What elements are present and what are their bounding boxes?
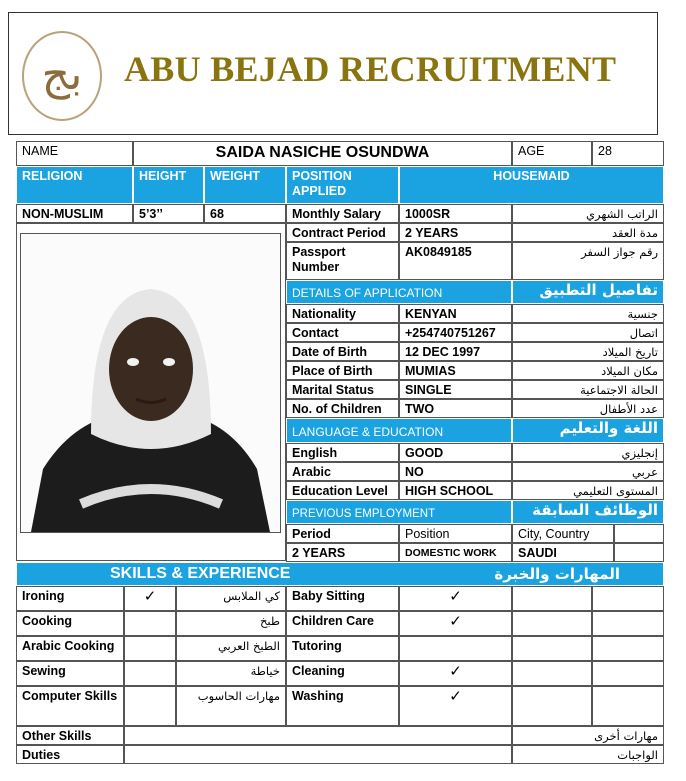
employment-header-en: PREVIOUS EMPLOYMENT xyxy=(286,500,512,524)
employment-period: 2 YEARS xyxy=(286,543,399,562)
contract-label-2: Passport Number xyxy=(286,242,399,280)
skill-label-0: Ironing xyxy=(16,586,124,611)
employment-blank-cell xyxy=(614,524,664,543)
duties-label: Duties xyxy=(16,745,124,764)
contract-label-1: Contract Period xyxy=(286,223,399,242)
candidate-name: SAIDA NASICHE OSUNDWA xyxy=(133,141,512,166)
skill-label-4: Computer Skills xyxy=(16,686,124,726)
application-ar-2: تاريخ الميلاد xyxy=(512,342,664,361)
application-value-0: KENYAN xyxy=(399,304,512,323)
position-label: POSITION APPLIED xyxy=(286,166,399,204)
application-label-2: Date of Birth xyxy=(286,342,399,361)
weight-value: 68 xyxy=(204,204,286,223)
skill-right-check-1: ✓ xyxy=(399,611,512,636)
skill-ar-3: خياطة xyxy=(176,661,286,686)
skill-right-check-3: ✓ xyxy=(399,661,512,686)
application-label-5: No. of Children xyxy=(286,399,399,418)
height-value: 5’3’’ xyxy=(133,204,204,223)
language-value-2: HIGH SCHOOL xyxy=(399,481,512,500)
weight-label: WEIGHT xyxy=(204,166,286,204)
language-ar-2: المستوى التعليمي xyxy=(512,481,664,500)
skill-right-label-3: Cleaning xyxy=(286,661,399,686)
skills-header-en: SKILLS & EXPERIENCE xyxy=(110,565,291,582)
application-header-ar: تفاصيل التطبيق xyxy=(512,280,664,304)
other-skills-label: Other Skills xyxy=(16,726,124,745)
skill-label-2: Arabic Cooking xyxy=(16,636,124,661)
application-header-en: DETAILS OF APPLICATION xyxy=(286,280,512,304)
skill-empty-cell xyxy=(512,661,592,686)
skill-check-2 xyxy=(124,636,176,661)
skill-empty-cell xyxy=(512,611,592,636)
skills-header-ar: المهارات والخبرة xyxy=(494,565,620,583)
religion-value: NON-MUSLIM xyxy=(16,204,133,223)
language-label-1: Arabic xyxy=(286,462,399,481)
skill-empty-cell xyxy=(592,586,664,611)
skill-empty-cell xyxy=(592,661,664,686)
other-skills-ar: مهارات أخرى xyxy=(512,726,664,745)
language-label-0: English xyxy=(286,443,399,462)
candidate-photo xyxy=(20,233,281,533)
contract-value-1: 2 YEARS xyxy=(399,223,512,242)
company-title: ABU BEJAD RECRUITMENT xyxy=(124,49,617,89)
skill-empty-cell xyxy=(592,636,664,661)
skill-right-label-2: Tutoring xyxy=(286,636,399,661)
skill-check-0: ✓ xyxy=(124,586,176,611)
application-label-4: Marital Status xyxy=(286,380,399,399)
skill-right-label-4: Washing xyxy=(286,686,399,726)
skill-ar-0: كي الملابس xyxy=(176,586,286,611)
age-value: 28 xyxy=(592,141,664,166)
logo-calligraphy-icon: ﺑﺞ xyxy=(41,49,83,100)
application-value-5: TWO xyxy=(399,399,512,418)
contract-value-0: 1000SR xyxy=(399,204,512,223)
skill-empty-cell xyxy=(512,686,592,726)
contract-label-0: Monthly Salary xyxy=(286,204,399,223)
skill-ar-1: طبخ xyxy=(176,611,286,636)
application-ar-3: مكان الميلاد xyxy=(512,361,664,380)
skill-ar-4: مهارات الحاسوب xyxy=(176,686,286,726)
skill-empty-cell xyxy=(512,586,592,611)
employment-col-position: Position xyxy=(399,524,512,543)
application-ar-5: عدد الأطفال xyxy=(512,399,664,418)
employment-col-period: Period xyxy=(286,524,399,543)
skill-empty-cell xyxy=(512,636,592,661)
application-label-1: Contact xyxy=(286,323,399,342)
skill-empty-cell xyxy=(592,686,664,726)
skill-check-3 xyxy=(124,661,176,686)
skill-right-label-0: Baby Sitting xyxy=(286,586,399,611)
language-label-2: Education Level xyxy=(286,481,399,500)
skill-right-check-4: ✓ xyxy=(399,686,512,726)
language-value-1: NO xyxy=(399,462,512,481)
employment-col-country: City, Country xyxy=(512,524,614,543)
application-value-1: +254740751267 xyxy=(399,323,512,342)
religion-label: RELIGION xyxy=(16,166,133,204)
skill-label-1: Cooking xyxy=(16,611,124,636)
skill-check-4 xyxy=(124,686,176,726)
age-label: AGE xyxy=(512,141,592,166)
position-value: HOUSEMAID xyxy=(399,166,664,204)
contract-value-2: AK0849185 xyxy=(399,242,512,280)
height-label: HEIGHT xyxy=(133,166,204,204)
language-header-ar: اللغة والتعليم xyxy=(512,418,664,443)
application-ar-1: اتصال xyxy=(512,323,664,342)
employment-header-ar: الوظائف السابقة xyxy=(512,500,664,524)
name-label: NAME xyxy=(16,141,133,166)
skill-right-check-2 xyxy=(399,636,512,661)
skill-ar-2: الطبخ العربي xyxy=(176,636,286,661)
skill-check-1 xyxy=(124,611,176,636)
contract-ar-2: رقم جواز السفر xyxy=(512,242,664,280)
employment-country: SAUDI xyxy=(512,543,614,562)
other-skills-value xyxy=(124,726,512,745)
skill-empty-cell xyxy=(592,611,664,636)
skill-right-check-0: ✓ xyxy=(399,586,512,611)
application-value-2: 12 DEC 1997 xyxy=(399,342,512,361)
contract-ar-0: الراتب الشهري xyxy=(512,204,664,223)
duties-ar: الواجبات xyxy=(512,745,664,764)
language-header-en: LANGUAGE & EDUCATION xyxy=(286,418,512,443)
application-label-0: Nationality xyxy=(286,304,399,323)
language-ar-0: إنجليزي xyxy=(512,443,664,462)
application-value-3: MUMIAS xyxy=(399,361,512,380)
language-value-0: GOOD xyxy=(399,443,512,462)
application-label-3: Place of Birth xyxy=(286,361,399,380)
employment-blank-cell xyxy=(614,543,664,562)
skill-label-3: Sewing xyxy=(16,661,124,686)
application-ar-4: الحالة الاجتماعية xyxy=(512,380,664,399)
contract-ar-1: مدة العقد xyxy=(512,223,664,242)
skill-right-label-1: Children Care xyxy=(286,611,399,636)
language-ar-1: عربي xyxy=(512,462,664,481)
application-ar-0: جنسية xyxy=(512,304,664,323)
duties-value xyxy=(124,745,512,764)
application-value-4: SINGLE xyxy=(399,380,512,399)
employment-position: DOMESTIC WORK xyxy=(399,543,512,562)
